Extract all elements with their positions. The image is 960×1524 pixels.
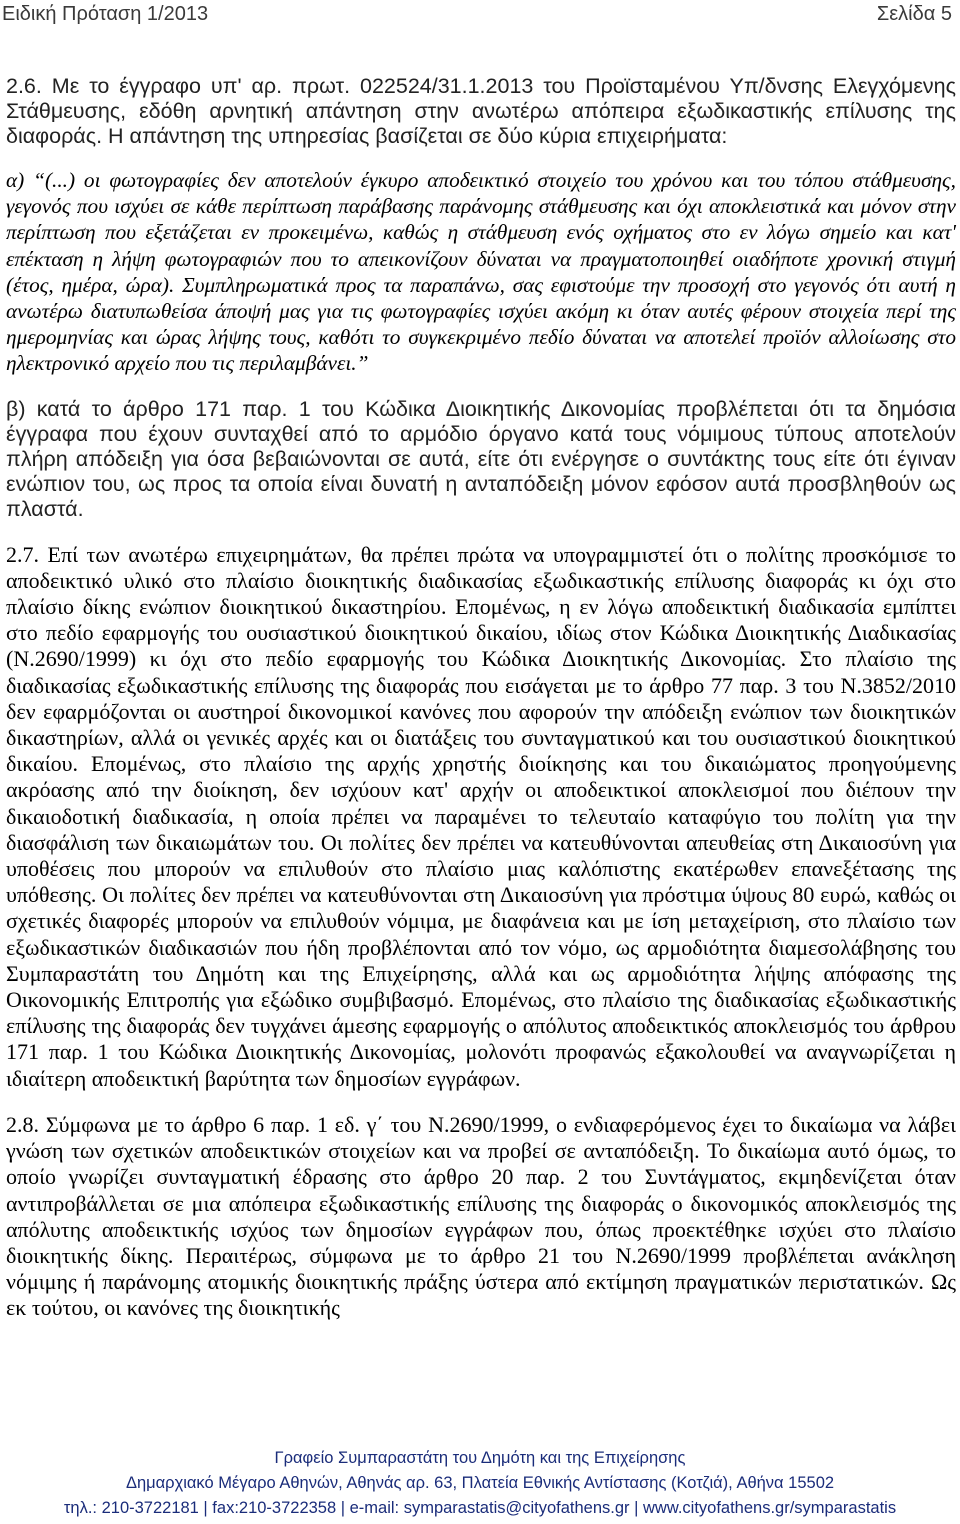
page-number: Σελίδα 5 xyxy=(876,3,952,25)
paragraph-2-6: 2.6. Με το έγγραφο υπ' αρ. πρωτ. 022524/31.1.2013 του Προϊσταμένου Υπ/δνσης Ελεγχόμενης Στάθμευσης, εδόθη αρνητική απάντηση στην ανωτέρω απόπειρα εξωδικαστικής επίλυσης της διαφοράς. Η απάντηση της υπηρεσίας βασίζεται σε δύο κύρια επιχειρήματα: xyxy=(6,74,956,148)
paragraph-quote-a: α) “(...) οι φωτογραφίες δεν αποτελούν έγκυρο αποδεικτικό στοιχείο του χρόνου και του τόπου στάθμευσης, γεγονός που ισχύει σε κάθε περίπτωση παράβασης παράνομης στάθμευσης και όχι αποκλειστικά και μόνον στην περίπτωση που εξετάζεται εν προκειμένω, καθώς η στάθμευση ενός οχήματος στο εν λόγω σημείο και κατ' επέκταση η λήψη φωτογραφιών που το απεικονίζουν δύναται να πραγματοποιηθεί οιαδήποτε χρονική στιγμή (έτος, ημέρα, ώρα). Συμπληρωματικά προς τα παραπάνω, σας εφιστούμε την προσοχή στο γεγονός ότι αυτή η ανωτέρω διατυπωθείσα άποψή μας για τις φωτογραφίες ισχύει ακόμη κι όταν αυτές φέρουν στοιχεία περί της ημερομηνίας και ώρας λήψης τους, καθότι το συγκεκριμένο πεδίο δύναται να αποτελεί προϊόν αλλοίωσης στο ηλεκτρονικό αρχείο που τις περιλαμβάνει.” xyxy=(6,168,956,376)
paragraph-2-8: 2.8. Σύμφωνα με το άρθρο 6 παρ. 1 εδ. γ΄ του Ν.2690/1999, ο ενδιαφερόμενος έχει το δικαίωμα να λάβει γνώση των σχετικών αποδεικτικών στοιχείων και να προβεί σε ανταπόδειξη. Το δικαίωμα αυτό όμως, το οποίο γνωρίζει συνταγματική έδρασης στο άρθρο 20 παρ. 2 του Συντάγματος, εκμηδενίζεται όταν αντιπροβάλλεται σε μια απόπειρα εξωδικαστικής επίλυσης της διαφοράς ο δικονομικός αποκλεισμός της απόλυτης αποδεικτικής ισχύος των δημοσίων εγγράφων που, όπως προεκτέθηκε ισχύει στο πλαίσιο διοικητικής δίκης. Περαιτέρως, σύμφωνα με το άρθρο 21 του Ν.2690/1999 προβλέπεται ανάκληση νόμιμης ή παράνομης ατομικής διοικητικής πράξης ύστερα από εκτίμηση πραγματικών περιστατικών. Ως εκ τούτου, οι κανόνες της διοικητικής xyxy=(6,1111,956,1321)
paragraph-b: β) κατά το άρθρο 171 παρ. 1 του Κώδικα Διοικητικής Δικονομίας προβλέπεται ότι τα δημόσια έγγραφα που έχουν συνταχθεί από το αρμόδιο όργανο κατά τους νόμιμους τύπους αποτελούν πλήρη απόδειξη για όσα βεβαιώνονται σε αυτά, είτε ότι ενέργησε ο συντάκτης τους είτε ότι έγιναν ενώπιον του, ως προς τα οποία είναι δυνατή η ανταπόδειξη μόνον εφόσον αυτά προσβληθούν ως πλαστά. xyxy=(6,396,956,521)
paragraph-2-7: 2.7. Επί των ανωτέρω επιχειρημάτων, θα πρέπει πρώτα να υπογραμμιστεί ότι ο πολίτης προσκόμισε το αποδεικτικό υλικό στο πλαίσιο διοικητικής διαδικασίας εξωδικαστικής επίλυσης διαφοράς κι όχι στο πλαίσιο δίκης ενώπιον διοικητικού δικαστηρίου. Επομένως, η εν λόγω αποδεικτική διαδικασία εμπίπτει στο πεδίο εφαρμογής του ουσιαστικού διοικητικού δικαίου, ιδίως στον Κώδικα Διοικητικής Διαδικασίας (Ν.2690/1999) κι όχι στο πεδίο εφαρμογής του Κώδικα Διοικητικής Δικονομίας. Στο πλαίσιο της διαδικασίας εξωδικαστικής επίλυσης της διαφοράς που εισάγεται με το άρθρο 77 παρ. 3 του Ν.3852/2010 δεν εφαρμόζονται οι αυστηροί δικονομικοί κανόνες που αφορούν την απόδειξη ενώπιον των διοικητικών δικαστηρίων, αλλά οι γενικές αρχές και οι διατάξεις του συνταγματικού και του ουσιαστικού διοικητικού δικαίου. Επομένως, στο πλαίσιο της αρχής χρηστής διοίκησης και του δικαιώματος προηγούμενης ακρόασης από την διοίκηση, δεν ισχύουν κατ' αρχήν οι αποδεικτικοί αποκλεισμοί που διέπουν την δικαιοδοτική διαδικασία, η οποία πρέπει να παραμένει το τελευταίο καταφύγιο του πολίτη για την διασφάλιση των δικαιωμάτων του. Οι πολίτες δεν πρέπει να κατευθύνονται απευθείας στη Δικαιοσύνη για υποθέσεις που μπορούν να επιλυθούν στο πλαίσιο μιας καλόπιστης εκατέρωθεν επανεξέτασης της υπόθεσης. Οι πολίτες δεν πρέπει να κατευθύνονται στη Δικαιοσύνη για πρόστιμα ύψους 80 ευρώ, καθώς οι σχετικές διαφορές μπορούν να επιλυθούν νόμιμα, με διαφάνεια και με ίση μεταχείριση, στο πλαίσιο των εξωδικαστικών διαδικασιών που ήδη προβλέπονται από τον νόμο, ως αρμοδιότητα διαμεσολάβησης του Συμπαραστάτη του Δημότη και της Επιχείρησης, αλλά και ως αρμοδιότητα λήψης απόφασης της Οικονομικής Επιτροπής για εξώδικο συμβιβασμό. Επομένως, στο πλαίσιο της διαδικασίας εξωδικαστικής επίλυσης της διαφοράς δεν τυγχάνει άμεσης εφαρμογής ο απόλυτος αποδεικτικός αποκλεισμός του άρθρου 171 παρ. 1 του Κώδικα Διοικητικής Δικονομίας, μολονότι προφανώς εξακολουθεί να αναγνωρίζεται η ιδιαίτερη αποδεικτική βαρύτητα των δημοσίων εγγράφων. xyxy=(6,541,956,1091)
document-body xyxy=(6,74,956,1322)
footer-contact: τηλ.: 210-3722181 | fax:210-3722358 | e-mail: symparastatis@cityofathens.gr | www.cityofathens.gr/symparastatis xyxy=(63,1499,897,1517)
footer-office-name: Γραφείο Συμπαραστάτη του Δημότη και της Επιχείρησης xyxy=(274,1449,686,1467)
page-header-title: Ειδική Πρόταση 1/2013 xyxy=(2,3,209,25)
footer-address: Δημαρχιακό Μέγαρο Αθηνών, Αθηνάς αρ. 63, Πλατεία Εθνικής Αντίστασης (Κοτζιά), Αθήνα 15502 xyxy=(125,1474,835,1492)
